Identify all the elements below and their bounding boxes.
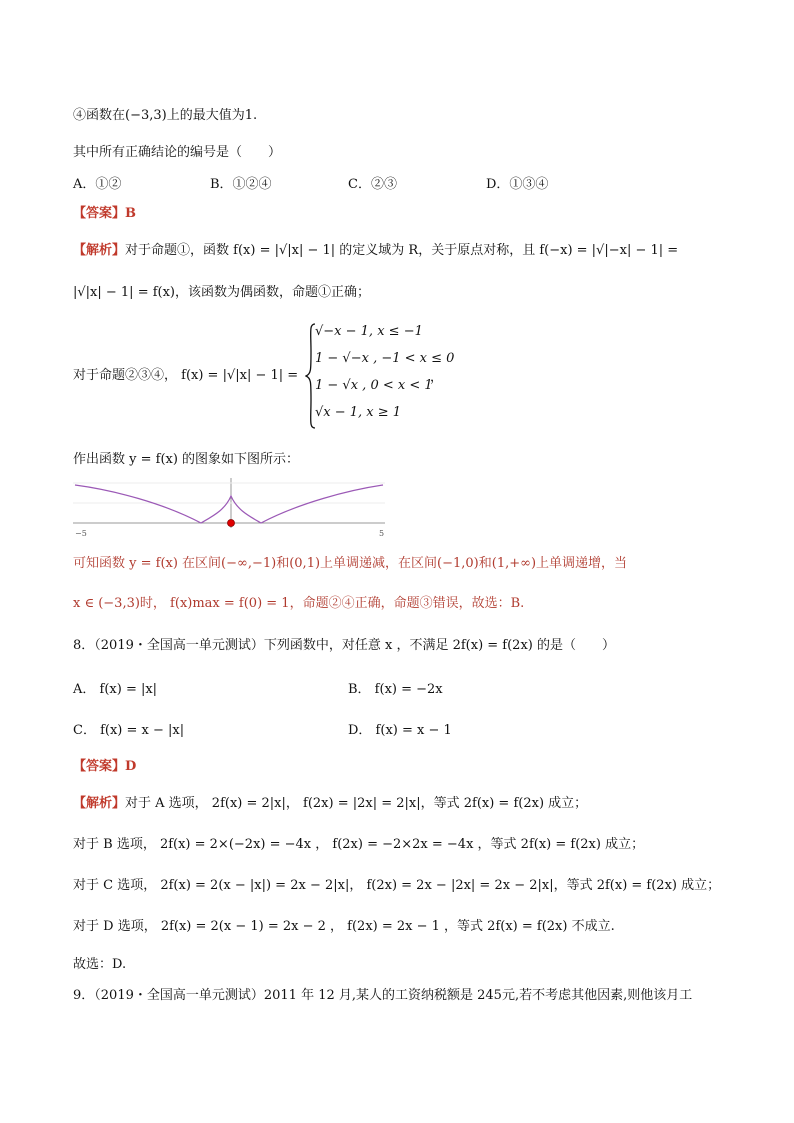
analysis-7d: 作出函数 y = f(x) 的图象如下图所示： xyxy=(73,452,300,467)
answer-tag: 【答案】 xyxy=(73,206,126,221)
curve-line xyxy=(75,485,383,523)
analysis-7f: x ∈ (−3,3)时， f(x)max = f(0) = 1，命题②④正确，命题③错误，故选：B. xyxy=(73,596,525,611)
answer-7 xyxy=(73,204,136,224)
case-4: √x − 1, x ≥ 1 xyxy=(315,405,402,420)
answer-value-8: D xyxy=(125,759,137,774)
analysis-8d: 对于 D 选项， 2f(x) = 2(x − 1) = 2x − 2 ， f(2x) = 2x − 1 ，等式 2f(x) = f(2x) 不成立. xyxy=(73,919,615,934)
q7-option-d: D．①③④ xyxy=(486,177,549,192)
analysis-7c: 对于命题②③④， f(x) = |√|x| − 1| = xyxy=(73,368,299,383)
piecewise-cases xyxy=(305,322,455,430)
analysis-text: 对于命题①，函数 f(x) = |√|x| − 1| 的定义域为 R，关于原点对称，且 f(−x) = |√|−x| − 1| = xyxy=(125,243,679,258)
question-stem: 其中所有正确结论的编号是（ ） xyxy=(73,145,282,160)
analysis-tag-8: 【解析】 xyxy=(73,796,126,811)
conclusion-8: 故选：D. xyxy=(73,957,127,972)
analysis-8b: 对于 B 选项， 2f(x) = 2×(−2x) = −4x ， f(2x) = −2×2x = −4x ，等式 2f(x) = f(2x) 成立； xyxy=(73,837,645,852)
answer-tag-8: 【答案】 xyxy=(73,759,126,774)
q8-option-c: C． f(x) = x − |x| xyxy=(73,723,185,738)
q7-option-b: B．①②④ xyxy=(210,177,272,192)
answer-value: B xyxy=(125,206,137,221)
analysis-7b: |√|x| − 1| = f(x)，该函数为偶函数，命题①正确； xyxy=(73,285,371,300)
origin-point xyxy=(228,520,235,527)
analysis-tag: 【解析】 xyxy=(73,243,126,258)
answer-8 xyxy=(73,757,136,777)
analysis-8a-text: 对于 A 选项， 2f(x) = 2|x|， f(2x) = |2x| = 2|x|，等式 2f(x) = f(2x) 成立； xyxy=(125,796,588,811)
analysis-8c: 对于 C 选项， 2f(x) = 2(x − |x|) = 2x − 2|x|， f(2x) = 2x − |2x| = 2x − 2|x|，等式 2f(x) = f(2x) 成立； xyxy=(73,878,721,893)
case-1: √−x − 1, x ≤ −1 xyxy=(315,324,423,339)
cases-end: ， xyxy=(430,370,444,385)
graph-svg xyxy=(73,478,385,540)
q7-option-a: A．①② xyxy=(73,177,122,192)
analysis-8a xyxy=(73,794,587,814)
function-graph xyxy=(73,478,385,540)
tick-label-left: −5 xyxy=(75,529,87,538)
question-9: 9．（2019・全国高一单元测试）2011 年 12 月,某人的工资纳税额是 245元,若不考虑其他因素,则他该月工 xyxy=(73,988,693,1003)
case-3: 1 − √x , 0 < x < 1 xyxy=(315,378,433,393)
question-8: 8．（2019・全国高一单元测试）下列函数中，对任意 x ，不满足 2f(x) = f(2x) 的是（ ） xyxy=(73,638,615,653)
case-2: 1 − √−x , −1 < x ≤ 0 xyxy=(315,351,455,366)
analysis-7a xyxy=(73,241,678,261)
q8-option-a: A． f(x) = |x| xyxy=(73,682,158,697)
q8-option-d: D． f(x) = x − 1 xyxy=(348,723,452,738)
q7-option-c: C．②③ xyxy=(348,177,397,192)
tick-label-right: 5 xyxy=(379,529,385,538)
line-prop4: ④函数在(−3,3)上的最大值为1. xyxy=(73,108,258,123)
analysis-7e: 可知函数 y = f(x) 在区间(−∞,−1)和(0,1)上单调递减，在区间(−1,0)和(1,+∞)上单调递增，当 xyxy=(73,556,628,571)
q8-option-b: B． f(x) = −2x xyxy=(348,682,443,697)
